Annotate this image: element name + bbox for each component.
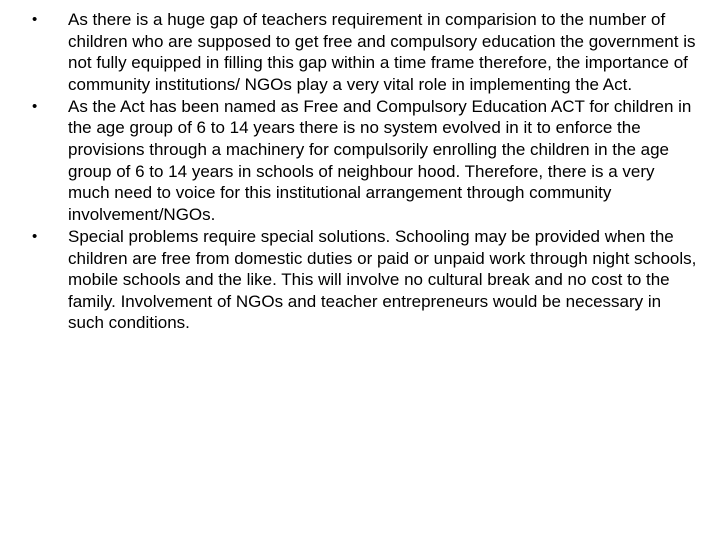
bullet-icon: •	[32, 97, 38, 115]
bullet-text: Special problems require special solutions. Schooling may be provided when the children are free from domestic duties or paid or unpaid work through night schools, mobile schools and the like. This will involve no cultural break and no cost to the family. Involvement of NGOs and teacher entrepreneurs would be necessary in such conditions.	[68, 226, 697, 333]
bullet-item-enforcement	[30, 96, 700, 226]
bullet-icon: •	[32, 227, 38, 245]
bullet-list	[30, 9, 700, 334]
bullet-icon: •	[32, 11, 38, 28]
bullet-text: As there is a huge gap of teachers requirement in comparision to the number of children who are supposed to get free and compulsory education the government is not fully equipped in filling this gap within a time frame therefore, the importance of community institutions/ NGOs play a very vital role in implementing the Act.	[68, 10, 696, 94]
bullet-item-special-solutions	[30, 226, 700, 334]
bullet-item-teacher-gap	[30, 9, 700, 95]
bullet-text: As the Act has been named as Free and Compulsory Education ACT for children in the age group of 6 to 14 years there is no system evolved in it to enforce the provisions through a machinery for compulsorily enrolling the children in the age group of 6 to 14 years in schools of neighbour hood. Therefore, there is a very much need to voice for this institutional arrangement through community involvement/NGOs.	[68, 96, 692, 224]
